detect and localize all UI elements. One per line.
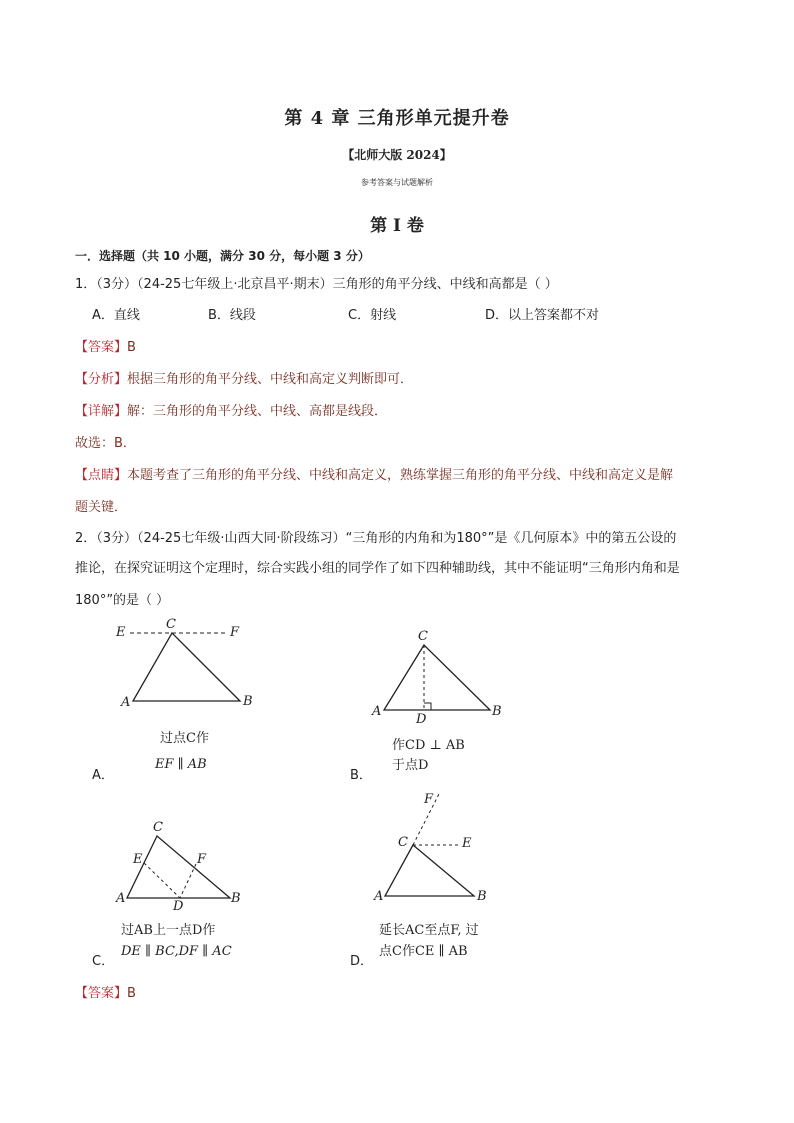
q1-choose: 故选：B． [75, 436, 136, 451]
q1-option-a: A．直线 [92, 308, 140, 323]
answer-tag: 【答案】 [75, 340, 128, 355]
comment-tag: 【点睛】 [75, 468, 128, 483]
volume-heading: 第 I 卷 [370, 216, 424, 236]
point-label-e: E [462, 836, 472, 851]
detail-tag: 【详解】 [75, 404, 128, 419]
point-label-a: A [121, 695, 131, 710]
point-label-d: D [416, 712, 427, 727]
point-label-a: A [374, 889, 384, 904]
q1-option-c: C．射线 [348, 308, 397, 323]
figure-c-caption-1: 过AB上一点D作 [121, 923, 216, 938]
question-1-stem: 1．（3分）（24-25七年级上·北京昌平·期末）三角形的角平分线、中线和高都是（ ） [75, 277, 558, 292]
figure-d-caption-2: 点C作CE ∥ AB [379, 944, 468, 959]
answer-tag: 【答案】 [75, 986, 128, 1001]
q2-option-c: C． [92, 954, 115, 969]
point-label-c: C [166, 617, 176, 632]
point-label-b: B [492, 704, 502, 719]
point-label-f: F [197, 852, 207, 867]
figure-c-caption-2: DE ∥ BC,DF ∥ AC [121, 944, 232, 959]
analysis-tag: 【分析】 [75, 372, 128, 387]
q2-option-d: D． [350, 954, 374, 969]
question-2-stem-line1: 2．（3分）（24-25七年级·山西大同·阶段练习）“三角形的内角和为180°”是《几何原本》中的第五公设的 [75, 531, 677, 546]
q2-answer [75, 982, 136, 1001]
point-label-e: E [133, 852, 143, 867]
figure-d-caption-1: 延长AC至点F, 过 [379, 923, 479, 938]
point-label-d: D [173, 899, 184, 914]
point-label-f: F [424, 792, 434, 807]
detail-text: 解：三角形的角平分线、中线、高都是线段． [127, 404, 388, 419]
point-label-c: C [153, 820, 163, 835]
point-label-e: E [116, 625, 126, 640]
figure-b-caption-1: 作CD ⊥ AB [392, 738, 465, 753]
question-2-stem-line3: 180°”的是（ ） [75, 593, 170, 608]
q2-option-a: A． [92, 768, 114, 783]
answer-value: B [127, 340, 136, 355]
section-heading: 一．选择题（共 10 小题，满分 30 分，每小题 3 分） [75, 249, 370, 263]
point-label-a: A [116, 891, 126, 906]
question-2-stem-line2: 推论，在探究证明这个定理时，综合实践小组的同学作了如下四种辅助线，其中不能证明“三角形内角和是 [75, 561, 680, 576]
point-label-b: B [477, 889, 487, 904]
q2-option-b: B． [350, 768, 372, 783]
point-label-b: B [243, 694, 253, 709]
point-label-b: B [231, 891, 241, 906]
answer-note: 参考答案与试题解析 [361, 178, 433, 187]
triangle-abc [385, 845, 474, 896]
point-label-a: A [372, 704, 382, 719]
comment-text: 本题考查了三角形的角平分线、中线和高定义，熟练掌握三角形的角平分线、中线和高定义是解 [127, 468, 674, 483]
analysis-text: 根据三角形的角平分线、中线和高定义判断即可． [127, 372, 414, 387]
figure-a-caption-2: EF ∥ AB [155, 757, 207, 772]
point-label-c: C [418, 629, 428, 644]
q1-option-d: D．以上答案都不对 [485, 308, 600, 323]
q1-comment-line2: 题关键． [75, 500, 128, 515]
page-title: 第 4 章 三角形单元提升卷 [284, 108, 510, 129]
figure-a-caption-1: 过点C作 [160, 731, 209, 746]
figure-b-caption-2: 于点D [392, 758, 429, 773]
point-label-f: F [230, 625, 240, 640]
edition-subtitle: 【北师大版 2024】 [342, 148, 452, 162]
point-label-c: C [398, 835, 408, 850]
answer-value: B [127, 986, 136, 1001]
q1-option-b: B．线段 [208, 308, 256, 323]
